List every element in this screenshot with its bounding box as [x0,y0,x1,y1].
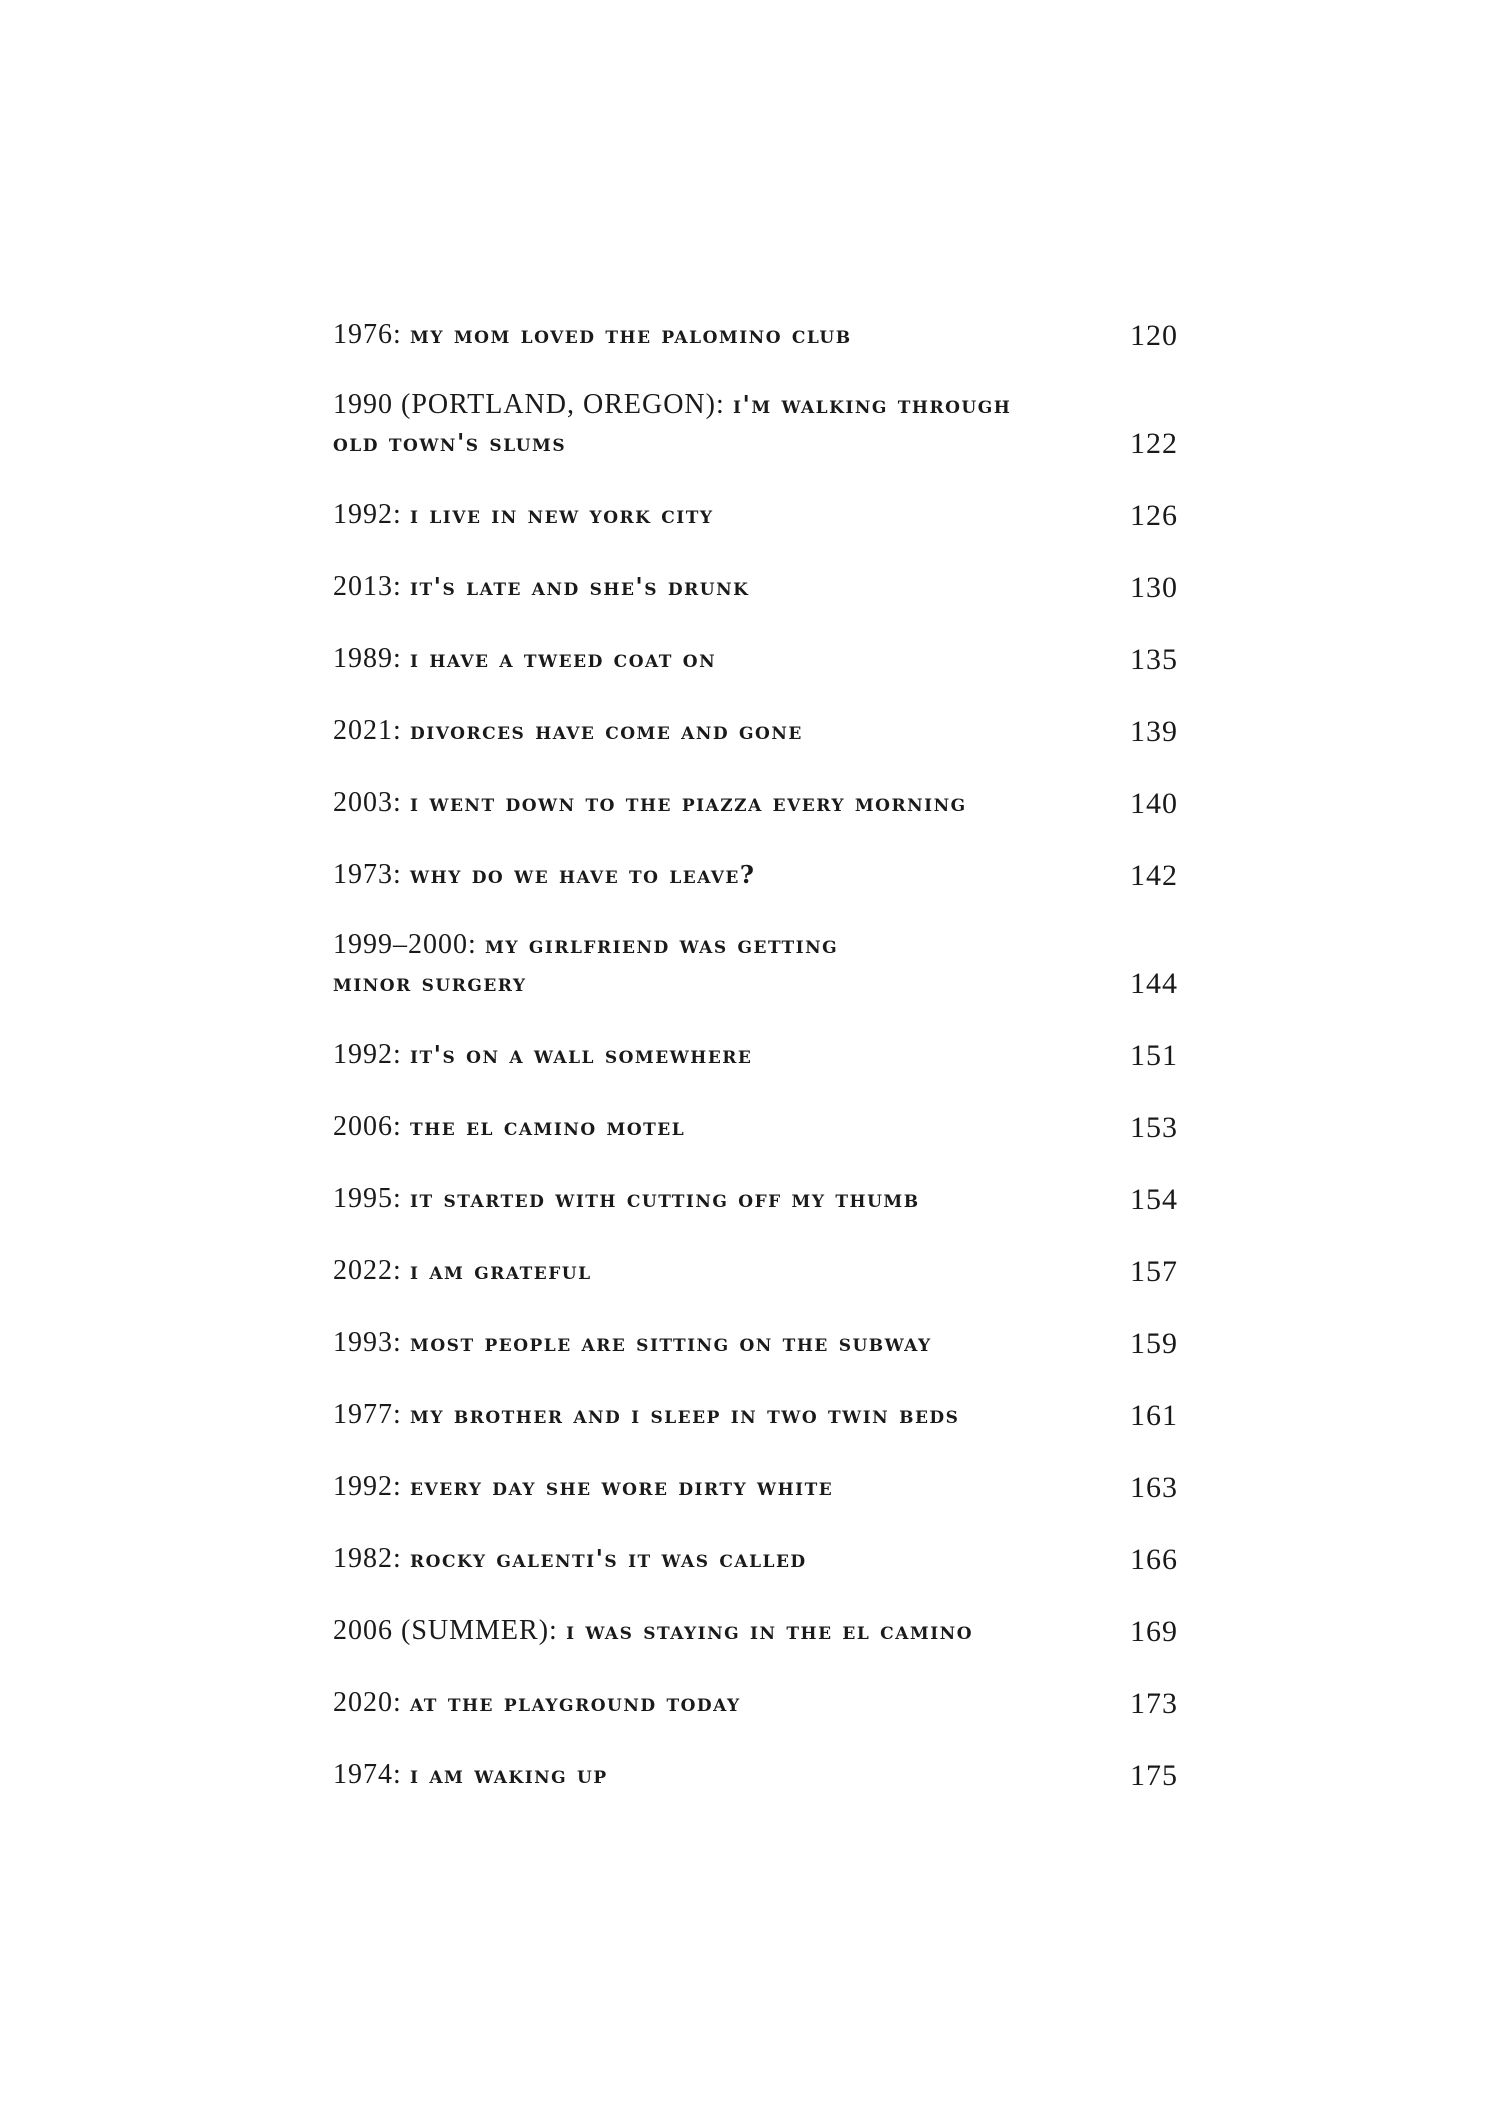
toc-entry-heading: i am grateful [410,1256,592,1285]
toc-entry [333,1650,1178,1722]
toc-entry-year: 2013: [333,571,402,602]
toc-entry-heading: it's late and she's drunk [410,572,750,601]
toc-entry-line [333,1756,1090,1794]
toc-entry-page: 154 [1130,1183,1178,1216]
toc-entry [333,354,1178,462]
toc-entry [333,606,1178,678]
toc-entry-heading: my brother and i sleep in two twin beds [410,1400,960,1429]
toc-entry-page: 161 [1130,1399,1178,1432]
toc-entry [333,534,1178,606]
toc-entry-heading: at the playground today [410,1688,741,1717]
toc-entry-year: 2022: [333,1255,402,1286]
toc-entry-heading: it's on a wall somewhere [410,1040,753,1069]
toc-entry-title [333,386,1130,462]
toc-entry-line [333,784,1090,822]
toc-entry-year: 1992: [333,1039,402,1070]
toc-entry-line [333,1612,1090,1650]
toc-entry-title [333,1612,1130,1650]
toc-entry [333,1074,1178,1146]
toc-entry-title [333,1108,1130,1146]
toc-entry-heading: every day she wore dirty white [410,1472,834,1501]
toc-entry-year: 2006: [333,1111,402,1142]
toc-entry-page: 142 [1130,859,1178,892]
toc-entry-title [333,926,1130,1002]
toc-entry-year: 1976: [333,319,402,350]
toc-entry-line [333,1252,1090,1290]
toc-entry-line [333,1324,1090,1362]
toc-entry-title [333,712,1130,750]
toc-entry-line [333,712,1090,750]
toc-entry [333,1362,1178,1434]
toc-entry-page: 157 [1130,1255,1178,1288]
toc-entry-year: 2020: [333,1687,402,1718]
toc-entry-page: 135 [1130,643,1178,676]
toc-entry-heading: i have a tweed coat on [410,644,717,673]
toc-entry [333,1722,1178,1794]
toc-entry-line [333,926,1090,964]
toc-entry-year: 2006 (SUMMER): [333,1615,558,1646]
toc-entry-line [333,1468,1090,1506]
toc-entry-year: 1999–2000: [333,929,477,960]
toc-entry [333,1218,1178,1290]
toc-entry-title [333,1684,1130,1722]
toc-entry-year: 1977: [333,1399,402,1430]
toc-entry-line [333,640,1090,678]
toc-entry-line [333,964,1090,1002]
toc-entry-heading: my girlfriend was getting [485,930,839,959]
toc-entry-page: 159 [1130,1327,1178,1360]
toc-entry-page: 166 [1130,1543,1178,1576]
toc-entry-page: 151 [1130,1039,1178,1072]
toc-entry-line [333,1684,1090,1722]
toc-entry-title [333,1036,1130,1074]
toc-entry-year: 2003: [333,787,402,818]
toc-entry [333,678,1178,750]
toc-entry-title [333,640,1130,678]
toc-entry-year: 1992: [333,1471,402,1502]
toc-entry [333,1002,1178,1074]
toc-entry-title [333,1180,1130,1218]
toc-entry-page: 163 [1130,1471,1178,1504]
toc-entry-title [333,568,1130,606]
toc-entry-title [333,496,1130,534]
toc-entry-title [333,316,1130,354]
toc-entry-year: 1995: [333,1183,402,1214]
toc-entry-title [333,1540,1130,1578]
toc-entry-heading: my mom loved the palomino club [410,320,852,349]
toc-entry-title [333,1396,1130,1434]
toc-entry-line [333,424,1090,462]
toc-entry [333,1146,1178,1218]
toc-entry-page: 126 [1130,499,1178,532]
toc-entry-line [333,1180,1090,1218]
toc-entry-heading: i went down to the piazza every morning [410,788,967,817]
toc-entry-title [333,856,1130,894]
toc-entry-heading: rocky galenti's it was called [410,1544,807,1573]
toc-entry-line [333,1540,1090,1578]
toc-entry-heading: it started with cutting off my thumb [410,1184,920,1213]
toc-entry-heading: most people are sitting on the subway [410,1328,932,1357]
toc-entry-page: 144 [1130,967,1178,1000]
toc-entry [333,822,1178,894]
toc-entry-page: 139 [1130,715,1178,748]
toc-entry [333,1578,1178,1650]
table-of-contents [333,282,1178,1794]
toc-entry-year: 2021: [333,715,402,746]
toc-entry-page: 175 [1130,1759,1178,1792]
toc-entry-line [333,496,1090,534]
toc-entry-page: 130 [1130,571,1178,604]
toc-entry [333,462,1178,534]
toc-entry-page: 173 [1130,1687,1178,1720]
toc-entry-page: 169 [1130,1615,1178,1648]
toc-entry-heading: divorces have come and gone [410,716,803,745]
toc-entry-heading: i'm walking through [733,390,1012,419]
toc-entry-line [333,316,1090,354]
toc-entry [333,894,1178,1002]
toc-entry-heading: i live in new york city [410,500,714,529]
toc-entry [333,1506,1178,1578]
toc-entry-year: 1992: [333,499,402,530]
toc-entry-year: 1973: [333,859,402,890]
toc-entry-heading: why do we have to leave? [410,860,756,889]
toc-entry-heading: i was staying in the el camino [566,1616,974,1645]
toc-entry-heading: the el camino motel [410,1112,686,1141]
toc-entry-line [333,568,1090,606]
toc-entry [333,1290,1178,1362]
toc-entry-year: 1974: [333,1759,402,1790]
toc-entry-year: 1993: [333,1327,402,1358]
toc-entry-line [333,386,1090,424]
toc-entry-page: 120 [1130,319,1178,352]
toc-entry-year: 1990 (PORTLAND, OREGON): [333,389,725,420]
toc-entry-page: 122 [1130,427,1178,460]
toc-entry [333,282,1178,354]
toc-entry-title [333,1324,1130,1362]
toc-entry-year: 1982: [333,1543,402,1574]
toc-entry-title [333,1468,1130,1506]
toc-entry [333,1434,1178,1506]
toc-entry-line [333,856,1090,894]
toc-entry-title [333,1756,1130,1794]
toc-entry-title [333,784,1130,822]
toc-entry-year: 1989: [333,643,402,674]
toc-entry-line [333,1108,1090,1146]
toc-entry-heading-continued: old town's slums [333,428,567,457]
toc-entry [333,750,1178,822]
toc-entry-heading: i am waking up [410,1760,608,1789]
toc-entry-page: 153 [1130,1111,1178,1144]
toc-entry-heading-continued: minor surgery [333,968,527,997]
toc-entry-page: 140 [1130,787,1178,820]
toc-entry-title [333,1252,1130,1290]
toc-entry-line [333,1036,1090,1074]
toc-entry-line [333,1396,1090,1434]
